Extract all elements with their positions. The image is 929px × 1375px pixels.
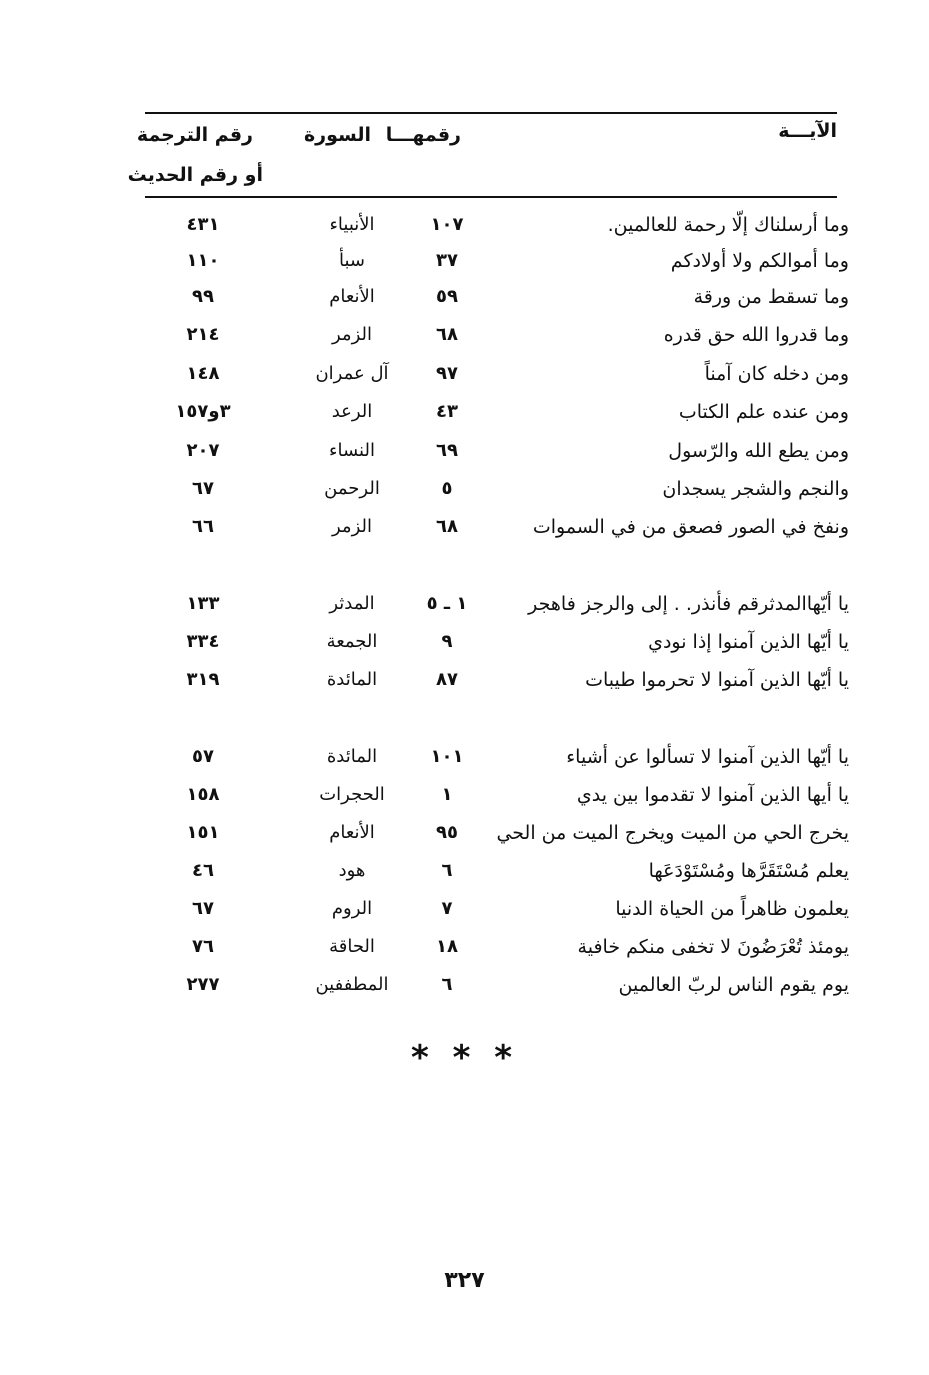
reference-number: ١٣٣ bbox=[186, 593, 220, 614]
verse-text: يا أيّها الذين آمنوا لا تحرموا طيبات bbox=[585, 669, 849, 691]
table-row bbox=[145, 279, 849, 315]
surah-name: الرحمن bbox=[324, 478, 380, 499]
surah-name: الرعد bbox=[331, 401, 373, 422]
verse-number: ٥ bbox=[441, 478, 453, 499]
reference-number: ١١٠ bbox=[186, 250, 220, 271]
table-row bbox=[145, 891, 849, 927]
verse-number: ١٨ bbox=[436, 936, 458, 957]
reference-number: ٤٣١ bbox=[186, 214, 220, 235]
verse-text: يومئذ تُعْرَضُونَ لا تخفى منكم خافية bbox=[577, 936, 849, 958]
surah-name: الأنبياء bbox=[329, 214, 375, 235]
reference-number: ٢٧٧ bbox=[186, 974, 220, 995]
verse-text: ومن يطع الله والرّسول bbox=[668, 440, 849, 462]
section-end-stars: * * * bbox=[410, 1038, 518, 1078]
verse-number: ٦٩ bbox=[436, 440, 458, 461]
table-row bbox=[145, 662, 849, 698]
verse-text: ومن عنده علم الكتاب bbox=[678, 401, 849, 423]
table-row bbox=[145, 853, 849, 889]
verse-number: ١٠٧ bbox=[430, 214, 464, 235]
verse-number: ٨٧ bbox=[436, 669, 458, 690]
verse-number: ٩٥ bbox=[436, 822, 458, 843]
verse-text: وما أموالكم ولا أولادكم bbox=[670, 250, 849, 272]
verse-number: ٤٣ bbox=[436, 401, 458, 422]
surah-name: النساء bbox=[329, 440, 375, 461]
surah-name: الروم bbox=[331, 898, 373, 919]
surah-name: الجمعة bbox=[326, 631, 378, 652]
verse-number: ١ ـ ٥ bbox=[426, 593, 468, 614]
verse-text: يوم يقوم الناس لربّ العالمين bbox=[618, 974, 849, 996]
verse-text: ونفخ في الصور فصعق من في السموات bbox=[532, 516, 849, 538]
number-column-header: رقمهـــا bbox=[385, 124, 461, 146]
verse-text: وما تسقط من ورقة bbox=[693, 286, 849, 308]
reference-number: ٦٦ bbox=[192, 516, 214, 537]
verse-text: والنجم والشجر يسجدان bbox=[662, 478, 849, 500]
table-row bbox=[145, 207, 849, 243]
verse-text: وما قدروا الله حق قدره bbox=[663, 324, 849, 346]
verse-number: ٩٧ bbox=[436, 363, 458, 384]
reference-number: ٣١٩ bbox=[186, 669, 220, 690]
verse-text: يا أيها الذين آمنوا لا تقدموا بين يدي bbox=[576, 784, 849, 806]
header-bottom-rule bbox=[145, 196, 837, 198]
table-row bbox=[145, 929, 849, 965]
surah-name: هود bbox=[338, 860, 366, 881]
surah-name: الزمر bbox=[332, 516, 372, 537]
verse-number: ٧ bbox=[441, 898, 453, 919]
table-row bbox=[145, 433, 849, 469]
verse-number: ١٠١ bbox=[430, 746, 464, 767]
ref-column-header-line2: أو رقم الحديث bbox=[127, 164, 263, 186]
verse-text: يا أيّها الذين آمنوا لا تسألوا عن أشياء bbox=[566, 746, 849, 768]
verse-number: ٥٩ bbox=[436, 286, 458, 307]
page-number: ٣٢٧ bbox=[444, 1268, 485, 1293]
verse-text: يعلم مُسْتَقَرَّها ومُسْتَوْدَعَها bbox=[648, 860, 849, 882]
surah-name: الحاقة bbox=[329, 936, 375, 957]
reference-number: ٥٧ bbox=[192, 746, 214, 767]
reference-number: ٧٦ bbox=[192, 936, 214, 957]
verse-text: يا أيّهاالمدثرقم فأنذر. . إلى والرجز فاهجر bbox=[528, 593, 849, 615]
surah-name: المطففين bbox=[315, 974, 389, 995]
verse-number: ١ bbox=[441, 784, 453, 805]
verse-text: يا أيّها الذين آمنوا إذا نودي bbox=[648, 631, 849, 653]
verse-number: ٦٨ bbox=[436, 324, 458, 345]
surah-name: المائدة bbox=[326, 746, 378, 767]
table-row bbox=[145, 356, 849, 392]
reference-number: ١٤٨ bbox=[186, 363, 220, 384]
verse-number: ٩ bbox=[441, 631, 453, 652]
table-row bbox=[145, 394, 849, 430]
surah-name: الأنعام bbox=[329, 822, 375, 843]
verse-column-header: الآيـــة bbox=[778, 120, 837, 142]
table-row bbox=[145, 815, 849, 851]
table-row bbox=[145, 586, 849, 622]
verse-text: وما أرسلناك إلّا رحمة للعالمين. bbox=[607, 214, 849, 236]
surah-column-header: السورة bbox=[303, 124, 371, 146]
reference-number: ١٥١ bbox=[186, 822, 220, 843]
table-row bbox=[145, 967, 849, 1003]
table-row bbox=[145, 777, 849, 813]
reference-number: ٢١٤ bbox=[186, 324, 220, 345]
verse-text: ومن دخله كان آمناً bbox=[704, 363, 849, 385]
surah-name: آل عمران bbox=[315, 363, 389, 384]
header-top-rule bbox=[145, 112, 837, 114]
surah-name: الزمر bbox=[332, 324, 372, 345]
verse-number: ٦٨ bbox=[436, 516, 458, 537]
reference-number: ٣٣٤ bbox=[186, 631, 220, 652]
reference-number: ٩٩ bbox=[192, 286, 214, 307]
reference-number: ٦٧ bbox=[192, 478, 214, 499]
reference-number: ٣و١٥٧ bbox=[175, 401, 231, 422]
reference-number: ٤٦ bbox=[192, 860, 214, 881]
ref-column-header-line1: رقم الترجمة bbox=[136, 124, 253, 146]
surah-name: المدثر bbox=[329, 593, 375, 614]
reference-number: ٢٠٧ bbox=[186, 440, 220, 461]
table-row bbox=[145, 243, 849, 279]
table-row bbox=[145, 739, 849, 775]
reference-number: ١٥٨ bbox=[186, 784, 220, 805]
table-row bbox=[145, 317, 849, 353]
verse-number: ٦ bbox=[441, 860, 453, 881]
verse-number: ٣٧ bbox=[436, 250, 458, 271]
surah-name: المائدة bbox=[326, 669, 378, 690]
surah-name: الحجرات bbox=[319, 784, 385, 805]
verse-text: يعلمون ظاهراً من الحياة الدنيا bbox=[615, 898, 849, 920]
surah-name: الأنعام bbox=[329, 286, 375, 307]
verse-text: يخرج الحي من الميت ويخرج الميت من الحي bbox=[496, 822, 849, 844]
table-row bbox=[145, 624, 849, 660]
table-row bbox=[145, 509, 849, 545]
verse-number: ٦ bbox=[441, 974, 453, 995]
reference-number: ٦٧ bbox=[192, 898, 214, 919]
surah-name: سبأ bbox=[339, 250, 365, 271]
table-row bbox=[145, 471, 849, 507]
